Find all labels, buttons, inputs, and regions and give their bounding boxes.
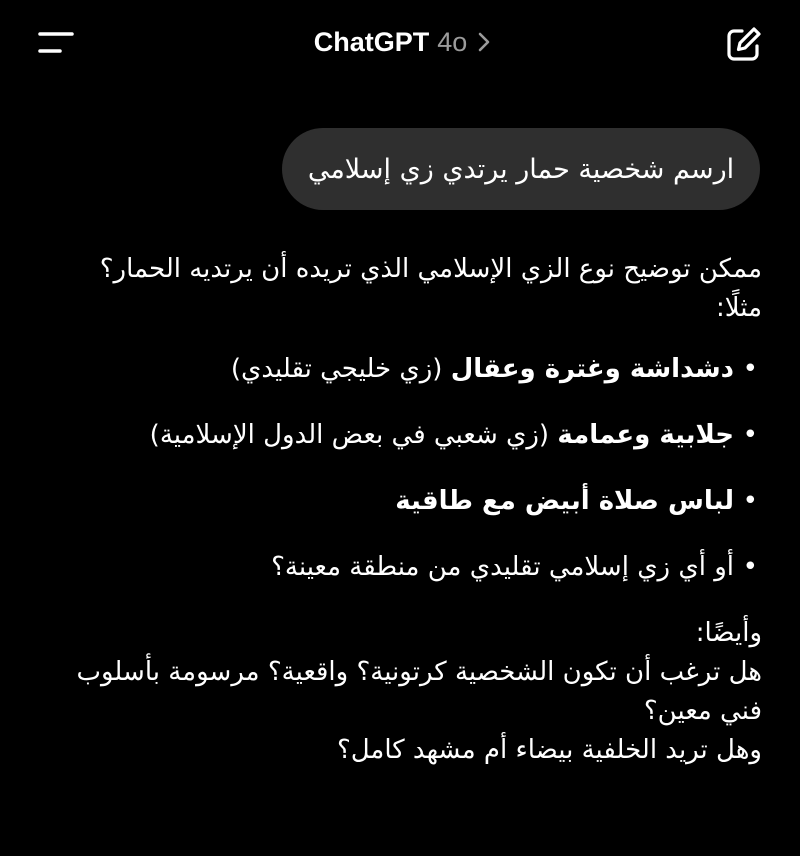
option-bold: دشداشة وغترة وعقال (450, 354, 734, 384)
top-bar (0, 0, 800, 86)
bullet: • (742, 552, 758, 582)
assistant-intro (40, 250, 762, 328)
option-note: أو أي زي إسلامي تقليدي من منطقة معينة؟ (271, 552, 734, 582)
list-item (40, 350, 758, 389)
model-name: 4o (437, 26, 468, 57)
background-question: وهل تريد الخلفية بيضاء أم مشهد كامل؟ (336, 735, 762, 765)
option-note: (زي شعبي في بعض الدول الإسلامية) (149, 420, 550, 450)
user-message-bubble (282, 128, 760, 210)
list-item (40, 416, 758, 455)
edit-pencil-icon (722, 22, 766, 66)
option-bold: جلابية وعمامة (557, 420, 734, 450)
hamburger-menu-icon[interactable] (36, 26, 76, 60)
model-selector[interactable] (300, 22, 505, 62)
option-bold: لباس صلاة أبيض مع طاقية (395, 486, 734, 516)
list-item (40, 482, 758, 521)
example-label: مثلًا: (715, 293, 762, 323)
bullet: • (742, 420, 758, 450)
bullet: • (742, 486, 758, 516)
options-list (40, 350, 762, 587)
style-question: هل ترغب أن تكون الشخصية كرتونية؟ واقعية؟ مرسومة بأسلوب فني معين؟ (76, 657, 762, 726)
user-message-text: ارسم شخصية حمار يرتدي زي إسلامي (307, 153, 735, 185)
list-item (40, 548, 758, 587)
chevron-right-icon (477, 31, 491, 53)
follow-up-questions (40, 614, 762, 770)
also-label: وأيضًا: (695, 618, 762, 648)
assistant-question: ممكن توضيح نوع الزي الإسلامي الذي تريده أن يرتديه الحمار؟ (99, 254, 762, 284)
new-chat-button[interactable] (722, 22, 766, 66)
option-note: (زي خليجي تقليدي) (230, 354, 443, 384)
app-title: ChatGPT (313, 26, 430, 57)
bullet: • (742, 354, 758, 384)
assistant-message (40, 250, 762, 770)
